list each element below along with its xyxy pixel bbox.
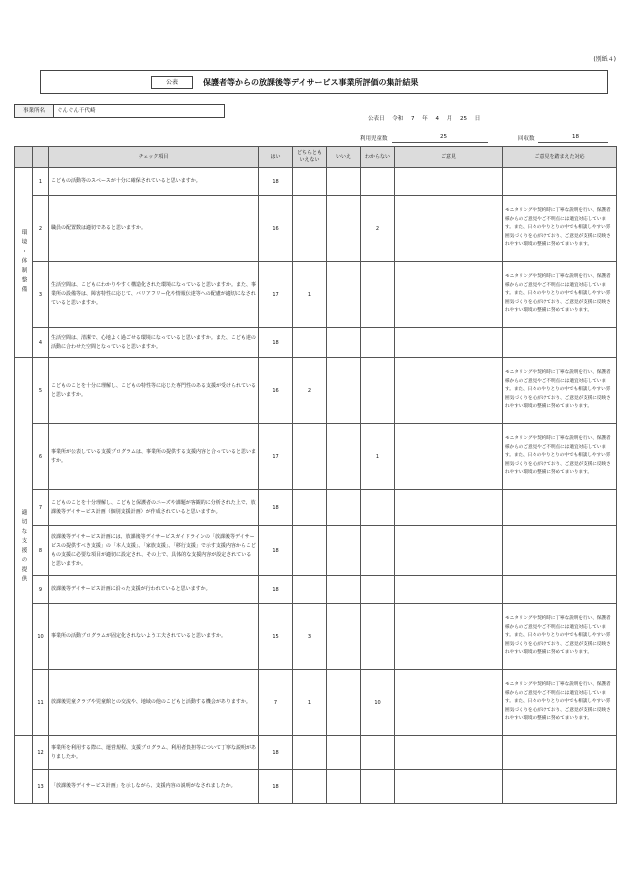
count-unknown (361, 328, 395, 358)
response-cell (503, 526, 617, 576)
count-neither (293, 736, 327, 770)
header-response: ご意見を踏まえた対応 (503, 147, 617, 168)
response-cell: モニタリングや契約時に丁寧な説明を行い、保護者様からのご意見やご不明点には適宜対応しています。また、日々のやりとりの中でも相談しやすい雰囲気づくりを心がけており、ご意見が支援に反映されやすい環境の整備に努めてまいります。 (503, 262, 617, 328)
header-no: いいえ (327, 147, 361, 168)
header-blank (33, 147, 49, 168)
opinion-cell (395, 604, 503, 670)
kohyo-label: 公表 (151, 76, 193, 89)
table-row (15, 670, 617, 736)
count-no (327, 168, 361, 196)
count-no (327, 576, 361, 604)
row-number: 9 (33, 576, 49, 604)
count-yes: 17 (259, 262, 293, 328)
count-no (327, 490, 361, 526)
document-code: (別紙４) (593, 56, 616, 63)
count-yes: 15 (259, 604, 293, 670)
count-yes: 17 (259, 424, 293, 490)
question-text: 職員の配置数は適切であると思いますか。 (49, 196, 259, 262)
table-row (15, 526, 617, 576)
count-yes: 7 (259, 670, 293, 736)
response-cell (503, 168, 617, 196)
opinion-cell (395, 262, 503, 328)
question-text: こどもの活動等のスペースが十分に確保されていると思いますか。 (49, 168, 259, 196)
response-cell: モニタリングや契約時に丁寧な説明を行い、保護者様からのご意見やご不明点には適宜対応しています。また、日々のやりとりの中でも相談しやすい雰囲気づくりを心がけており、ご意見が支援に反映されやすい環境の整備に努めてまいります。 (503, 604, 617, 670)
row-number: 6 (33, 424, 49, 490)
question-text: こどものことを十分理解し、こどもと保護者のニーズや課題が客観的に分析された上で、放課後等デイサービス計画（個別支援計画）が作成されていると思いますか。 (49, 490, 259, 526)
users-underline (392, 142, 488, 143)
question-text: 放課後等デイサービス計画に沿った支援が行われていると思いますか。 (49, 576, 259, 604)
count-neither (293, 526, 327, 576)
count-yes: 18 (259, 736, 293, 770)
row-number: 13 (33, 770, 49, 804)
question-text: 放課後児童クラブや児童館との交流や、地域の他のこどもと活動する機会がありますか。 (49, 670, 259, 736)
question-text: 放課後等デイサービス計画には、放課後等デイサービスガイドラインの「放課後等デイサービスの提供すべき支援」の「本人支援」、「家族支援」、「移行支援」で示す支援内容からこどもの支援に必要な項目が適切に設定され、その上で、具体的な支援内容が設定されていると思いますか。 (49, 526, 259, 576)
opinion-cell (395, 770, 503, 804)
question-text: 生活空間は、清潔で、心地よく過ごせる環境になっていると思いますか。また、こども達の活動に合わせた空間となっていると思いますか。 (49, 328, 259, 358)
category-label: 環境・体制整備 (15, 168, 33, 358)
row-number: 10 (33, 604, 49, 670)
response-cell (503, 770, 617, 804)
count-unknown (361, 576, 395, 604)
opinion-cell (395, 358, 503, 424)
count-no (327, 526, 361, 576)
table-row (15, 196, 617, 262)
header-blank (15, 147, 33, 168)
header-neither: どちらともいえない (293, 147, 327, 168)
count-yes: 18 (259, 490, 293, 526)
header-check-item: チェック項目 (49, 147, 259, 168)
row-number: 12 (33, 736, 49, 770)
row-number: 11 (33, 670, 49, 736)
table-row (15, 490, 617, 526)
header-unknown: わからない (361, 147, 395, 168)
count-unknown (361, 262, 395, 328)
count-unknown: 10 (361, 670, 395, 736)
row-number: 2 (33, 196, 49, 262)
count-yes: 16 (259, 196, 293, 262)
row-number: 5 (33, 358, 49, 424)
count-neither: 2 (293, 358, 327, 424)
responses-value: 18 (572, 134, 579, 140)
response-cell: モニタリングや契約時に丁寧な説明を行い、保護者様からのご意見やご不明点には適宜対応しています。また、日々のやりとりの中でも相談しやすい雰囲気づくりを心がけており、ご意見が支援に反映されやすい環境の整備に努めてまいります。 (503, 358, 617, 424)
row-number: 1 (33, 168, 49, 196)
table-row (15, 604, 617, 670)
count-yes: 18 (259, 770, 293, 804)
count-neither (293, 196, 327, 262)
count-yes: 18 (259, 526, 293, 576)
opinion-cell (395, 490, 503, 526)
question-text: 事業所を利用する際に、運営規程、支援プログラム、利用者負担等について丁寧な説明がありましたか。 (49, 736, 259, 770)
count-unknown: 1 (361, 424, 395, 490)
response-cell (503, 736, 617, 770)
count-neither: 1 (293, 670, 327, 736)
response-cell: モニタリングや契約時に丁寧な説明を行い、保護者様からのご意見やご不明点には適宜対応しています。また、日々のやりとりの中でも相談しやすい雰囲気づくりを心がけており、ご意見が支援に反映されやすい環境の整備に努めてまいります。 (503, 424, 617, 490)
response-cell (503, 490, 617, 526)
opinion-cell (395, 328, 503, 358)
row-number: 3 (33, 262, 49, 328)
users-value: 25 (440, 134, 447, 140)
count-no (327, 424, 361, 490)
category-label (15, 736, 33, 804)
count-unknown: 2 (361, 196, 395, 262)
question-text: 事業所の活動プログラムが固定化されないよう工夫されていると思いますか。 (49, 604, 259, 670)
category-label: 適切な支援の提供 (15, 358, 33, 736)
jigyosho-value: ぐんぐん千代崎 (53, 104, 225, 118)
count-neither: 1 (293, 262, 327, 328)
count-neither (293, 770, 327, 804)
jigyosho-label: 事業所名 (14, 104, 54, 118)
count-unknown (361, 604, 395, 670)
count-neither (293, 328, 327, 358)
count-yes: 16 (259, 358, 293, 424)
count-no (327, 670, 361, 736)
count-neither: 3 (293, 604, 327, 670)
users-label: 利用児童数 (360, 136, 388, 142)
opinion-cell (395, 424, 503, 490)
opinion-cell (395, 736, 503, 770)
count-neither (293, 424, 327, 490)
response-cell (503, 576, 617, 604)
table-row (15, 576, 617, 604)
count-neither (293, 576, 327, 604)
count-yes: 18 (259, 576, 293, 604)
count-no (327, 262, 361, 328)
header-row (15, 147, 617, 168)
count-neither (293, 490, 327, 526)
count-no (327, 604, 361, 670)
response-cell (503, 328, 617, 358)
count-unknown (361, 770, 395, 804)
count-unknown (361, 490, 395, 526)
count-unknown (361, 526, 395, 576)
count-no (327, 358, 361, 424)
question-text: こどものことを十分に理解し、こどもの特性等に応じた専門性のある支援が受けられていると思いますか。 (49, 358, 259, 424)
count-no (327, 770, 361, 804)
title-box (40, 70, 608, 94)
table-row (15, 262, 617, 328)
question-text: 生活空間は、こどもにわかりやすく構造化された環境になっていると思いますか。また、事業所の設備等は、障害特性に応じて、バリアフリー化や情報伝達等への配慮が適切になされていると思いますか。 (49, 262, 259, 328)
count-yes: 18 (259, 168, 293, 196)
count-no (327, 736, 361, 770)
header-yes: はい (259, 147, 293, 168)
table-row (15, 770, 617, 804)
opinion-cell (395, 196, 503, 262)
opinion-cell (395, 576, 503, 604)
row-number: 8 (33, 526, 49, 576)
row-number: 7 (33, 490, 49, 526)
table-row (15, 358, 617, 424)
row-number: 4 (33, 328, 49, 358)
table-row (15, 328, 617, 358)
evaluation-table (14, 146, 617, 804)
header-opinion: ご意見 (395, 147, 503, 168)
opinion-cell (395, 526, 503, 576)
opinion-cell (395, 168, 503, 196)
question-text: 事業所が公表している支援プログラムは、事業所の提供する支援内容と合っていると思いますか。 (49, 424, 259, 490)
table-row (15, 736, 617, 770)
count-no (327, 328, 361, 358)
publish-date: 公表日 令和 7 年 4 月 25 日 (368, 116, 481, 122)
count-no (327, 196, 361, 262)
count-unknown (361, 736, 395, 770)
response-cell: モニタリングや契約時に丁寧な説明を行い、保護者様からのご意見やご不明点には適宜対応しています。また、日々のやりとりの中でも相談しやすい雰囲気づくりを心がけており、ご意見が支援に反映されやすい環境の整備に努めてまいります。 (503, 196, 617, 262)
responses-underline (538, 142, 608, 143)
page-title: 保護者等からの放課後等デイサービス事業所評価の集計結果 (203, 78, 419, 87)
opinion-cell (395, 670, 503, 736)
responses-label: 回収数 (518, 136, 535, 142)
count-unknown (361, 358, 395, 424)
table-row (15, 168, 617, 196)
question-text: 「放課後等デイサービス計画」を示しながら、支援内容の説明がなされましたか。 (49, 770, 259, 804)
count-neither (293, 168, 327, 196)
response-cell: モニタリングや契約時に丁寧な説明を行い、保護者様からのご意見やご不明点には適宜対応しています。また、日々のやりとりの中でも相談しやすい雰囲気づくりを心がけており、ご意見が支援に反映されやすい環境の整備に努めてまいります。 (503, 670, 617, 736)
count-yes: 18 (259, 328, 293, 358)
table-row (15, 424, 617, 490)
count-unknown (361, 168, 395, 196)
